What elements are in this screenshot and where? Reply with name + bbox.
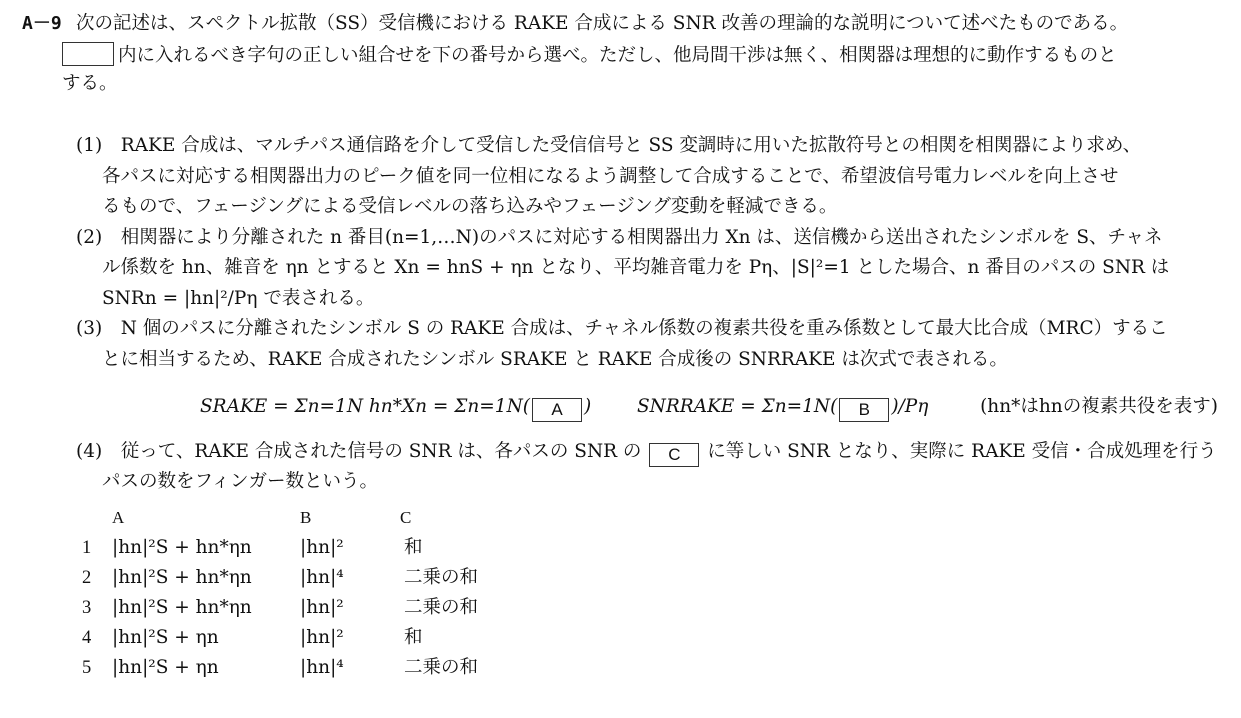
column-header-a: A xyxy=(112,508,125,527)
box-b: B xyxy=(839,398,889,422)
choice-a-value: |hn|²S + ηn xyxy=(112,627,219,648)
choice-a-value: |hn|²S + ηn xyxy=(112,657,219,678)
choice-b-value: |hn|² xyxy=(300,537,344,558)
choice-c-value: 二乗の和 xyxy=(404,597,479,618)
item-4-text-b: に等しい SNR となり、実際に RAKE 受信・合成処理を行う xyxy=(707,441,1217,462)
choice-number[interactable]: 4 xyxy=(82,628,92,648)
question-number: A－9 xyxy=(22,13,62,34)
choice-c-value: 和 xyxy=(404,537,423,558)
choice-c-value: 二乗の和 xyxy=(404,567,479,588)
choice-c-value: 二乗の和 xyxy=(404,657,479,678)
formula-snr-rake-close: )/Pη xyxy=(891,396,929,417)
intro-line-3: する。 xyxy=(62,73,118,94)
choice-a-value: |hn|²S + hn*ηn xyxy=(112,597,252,618)
choice-b-value: |hn|² xyxy=(300,627,344,648)
formula-note: (hn*はhnの複素共役を表す) xyxy=(980,396,1218,417)
item-3-line-2: とに相当するため、RAKE 合成されたシンボル SRAKE と RAKE 合成後の SNRRAKE は次式で表される。 xyxy=(102,349,1008,370)
item-2-line-1: (2) 相関器により分離された n 番目(n=1,…N)のパスに対応する相関器出力 Xn は、送信機から送出されたシンボルを S、チャネ xyxy=(76,227,1163,248)
item-1-line-2: 各パスに対応する相関器出力のピーク値を同一位相になるよう調整して合成することで、希望波信号電力レベルを向上させ xyxy=(102,166,1119,187)
item-2-line-3: SNRn = |hn|²/Pη で表される。 xyxy=(102,288,375,309)
choice-number[interactable]: 3 xyxy=(82,598,92,618)
item-4-line-2: パスの数をフィンガー数という。 xyxy=(102,471,379,492)
choice-number[interactable]: 1 xyxy=(82,538,92,558)
choice-number[interactable]: 2 xyxy=(82,568,92,588)
blank-answer-box xyxy=(62,42,114,66)
choice-a-value: |hn|²S + hn*ηn xyxy=(112,537,252,558)
box-c: C xyxy=(649,443,699,467)
intro-line-2-text: 内に入れるべき字句の正しい組合せを下の番号から選べ。ただし、他局間干渉は無く、相関器は理想的に動作するものと xyxy=(118,45,1117,66)
formula-s-rake: SRAKE = Σn=1N hn*Xn = Σn=1N( xyxy=(200,396,530,417)
choice-number[interactable]: 5 xyxy=(82,658,92,678)
item-1-line-3: るもので、フェージングによる受信レベルの落ち込みやフェージング変動を軽減できる。 xyxy=(102,196,838,217)
choice-b-value: |hn|⁴ xyxy=(300,657,344,678)
item-3-line-1: (3) N 個のパスに分離されたシンボル S の RAKE 合成は、チャネル係数の複素共役を重み係数として最大比合成（MRC）するこ xyxy=(76,318,1168,339)
column-header-c: C xyxy=(400,508,412,527)
item-2-line-2: ル係数を hn、雑音を ηn とすると Xn = hnS + ηn となり、平均雑音電力を Pη、|S|²=1 とした場合、n 番目のパスの SNR は xyxy=(102,257,1170,278)
item-4-line-1 xyxy=(76,440,1217,467)
column-header-b: B xyxy=(300,508,312,527)
item-4-text-a: (4) 従って、RAKE 合成された信号の SNR は、各パスの SNR の xyxy=(76,441,642,462)
box-a: A xyxy=(532,398,582,422)
choice-a-value: |hn|²S + hn*ηn xyxy=(112,567,252,588)
intro-line-1: 次の記述は、スペクトル拡散（SS）受信機における RAKE 合成による SNR 改善の理論的な説明について述べたものである。 xyxy=(76,13,1129,34)
formula-snr-rake: SNRRAKE = Σn=1N( xyxy=(636,396,838,417)
item-1-line-1: (1) RAKE 合成は、マルチパス通信路を介して受信した受信信号と SS 変調時に用いた拡散符号との相関を相関器により求め、 xyxy=(76,135,1142,156)
formula-line xyxy=(200,394,1218,422)
choice-b-value: |hn|⁴ xyxy=(300,567,344,588)
formula-s-rake-close: ) xyxy=(583,396,592,417)
choice-b-value: |hn|² xyxy=(300,597,344,618)
choice-c-value: 和 xyxy=(404,627,423,648)
intro-line-2 xyxy=(62,42,1117,68)
